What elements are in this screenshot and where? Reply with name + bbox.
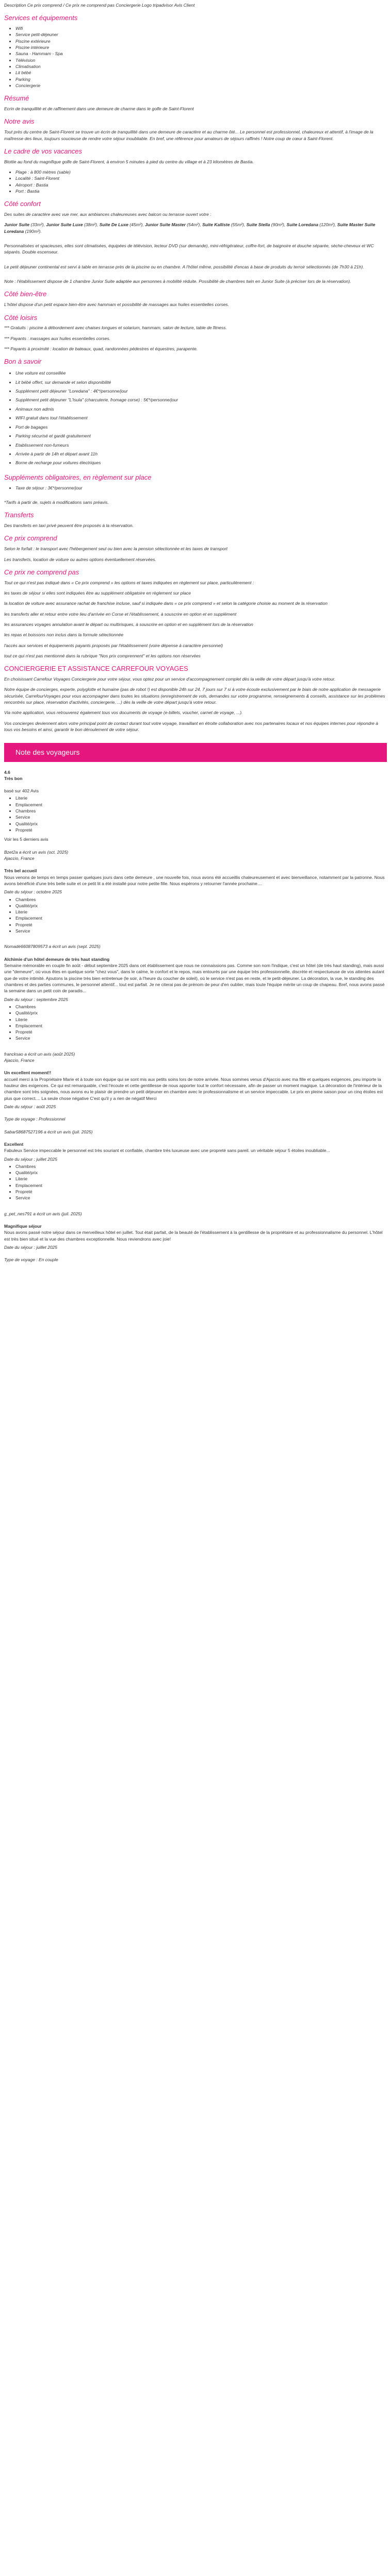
bon-savoir-item: • Lit bébé offert, sur demande et selon disponibilité (15, 378, 387, 387)
review-criteria (4, 795, 387, 833)
prix-ne-comprend-lines (4, 580, 387, 659)
review-author: Bzet2a a écrit un avis (oct. 2025) (4, 849, 69, 855)
bon-savoir-item: • Etablissement non-fumeurs (15, 441, 387, 450)
supplement-item: • Taxe de séjour : 3€*/personne/jour (15, 485, 387, 491)
prix-ne-comprend-line: les repas et boissons non inclus dans la formule sélectionnée (4, 632, 124, 638)
confort-intro: Des suites de caractère avec vue mer, aux ambiances chaleureuses avec balcon ou terrasse ouvert votre : (4, 212, 211, 217)
conciergerie-p3: Via notre application, vous retrouverez également tous vos documents de voyage (e-billets, voucher, carnet de voyage, ...). (4, 710, 243, 716)
review-title: Un excellent moment!! (4, 1070, 52, 1076)
bienetre-text: L'hôtel dispose d'un petit espace bien-être avec hammam et possibilité de massages aux huiles essentielles corses. (4, 302, 230, 308)
review-item (4, 849, 387, 944)
confort-perso: Personnalisées et spacieuses, elles sont climatisées, équipées de télévision, lecteur DVD (sur demande), mini-réfrigérateur, coffre-fort, de baignoire et douche séparée, sèche-cheveux et WC séparés. Double escenseur. (4, 243, 374, 255)
bon-savoir-title: Bon à savoir (4, 358, 42, 366)
service-item: • Conciergerie (15, 82, 387, 89)
review-item (4, 1051, 387, 1129)
conciergerie-title: CONCIERGERIE ET ASSISTANCE CARREFOUR VOYAGES (4, 665, 188, 673)
review-criteria-item: • Emplacement (15, 1182, 387, 1189)
review-item (4, 1129, 387, 1211)
prix-ne-comprend-title: Ce prix ne comprend pas (4, 568, 79, 576)
suite-name: Suite Loredana (286, 222, 318, 228)
transferts-title: Transferts (4, 511, 34, 519)
vacances-title: Le cadre de vos vacances (4, 147, 83, 155)
notre-avis-title: Notre avis (4, 117, 35, 126)
vacances-text: Blottie au fond du magnifique golfe de Saint-Florent, à environ 5 minutes à pied du centre du village et à 23 kilomètres de Bastia. (4, 159, 254, 164)
review-title: Magnifique séjour (4, 1224, 42, 1229)
criteria-item: • Service (15, 814, 387, 820)
review-trip-type: Type de voyage : En couple (4, 1257, 58, 1263)
reviews-section (4, 769, 387, 1269)
review-text: Fabuleux Service impeccable le personnel est très souriant et confiable, chambre très luxueuse avec une propreté sans pareil. un véritable séjour 5 étoiles inoubliable... (4, 1148, 330, 1154)
review-author: g_pet_nes791 a écrit un avis (juil. 2025) (4, 1211, 82, 1216)
criteria-item: • Literie (15, 795, 387, 801)
service-item: • Parking (15, 76, 387, 82)
review-criteria-list (4, 1004, 387, 1042)
review-date: Date du séjour : octobre 2025 (4, 889, 62, 895)
review-criteria-item: • Chambres (15, 1163, 387, 1170)
review-criteria-item: • Qualité/prix (15, 1170, 387, 1176)
review-score: 4.6 (4, 769, 10, 775)
prix-ne-comprend-line: les assurances voyages annulation avant le départ ou multirisques, à souscrire en option et en supplément lors de la réservation (4, 621, 253, 627)
service-item: • Wifi (15, 25, 387, 31)
review-date: Date du séjour : septembre 2025 (4, 996, 68, 1002)
conciergerie-p2: Notre équipe de concierges, experte, polyglotte et humaine (pas de robot !) est disponible 24h sur 24, 7 jours sur 7 si à votre écoute exclusivement par le biais de notre application de messagerie sécurisée, CarrefourVoyages pour vous accompagner dans toutes les situations (enregistrement de vols, demandes sur votre programme, renseignements & conseils, assistance sur les problèmes rencontrés sur place, réservation d'activités, conciergerie, ...) dès la veille de votre départ jusqu'à votre retour. (4, 687, 385, 705)
prix-comprend-line: Selon le forfait : le transport avec l'hébergement seul ou bien avec la pension sélectionnée et les taxes de transport (4, 546, 228, 552)
review-text: Nous avons passé notre séjour dans ce merveilleux hôtel en juillet. Tout était parfait, de la beauté de l'établissement à la gentillesse de la propriétaire et au professionnalisme du personnel. L'hôtel est très bien situé et la vue des chambres exceptionnelle. Nous reviendrons avec joie! (4, 1230, 383, 1242)
header-description: Description Ce prix comprend / Ce prix ne comprend pas Conciergerie Logo tripadvisor Avis Client (4, 3, 195, 8)
suites-line: Junior Suite (33m²), Junior Suite Luxe (38m²), Suite De Luxe (45m²), Junior Suite Master (54m²), Suite Kalliste (55m²), Suite Stella (90m²), Suite Loredana (120m²), Suite Master Suite Loredana (190m²). (4, 222, 376, 234)
services-title: Services et équipements (4, 14, 78, 22)
review-title: Alchimie d'un hôtel demeure de très haut standing (4, 956, 110, 962)
bon-savoir-item: • Supplément petit déjeuner "L'Isula" (charcuterie, fromage corse) : 5€*/personne/jour (15, 396, 387, 404)
prix-ne-comprend-line: Tout ce qui n'est pas indiqué dans « Ce prix comprend » les options et taxes indiquées en règlement sur place, particulièrement : (4, 580, 254, 585)
suite-name: Suite Kalliste (202, 222, 230, 228)
review-criteria-item: • Chambres (15, 1004, 387, 1010)
loisirs-proximite: *** Payants à proximité : location de bateaux, quad, randonnées pédestres et équestres, parapente. (4, 346, 198, 351)
review-criteria-item: • Literie (15, 909, 387, 915)
review-item (4, 1211, 387, 1269)
review-criteria-list (4, 896, 387, 935)
conciergerie-p1: En choisissant Carrefour Voyages Conciergerie pour votre séjour, vous optez pour un service d'accompagnement complet dès la veille de votre départ jusqu'à votre retour. (4, 676, 336, 682)
review-subtitle[interactable]: Voir les 5 derniers avis (4, 837, 48, 842)
criteria-item: • Propreté (15, 827, 387, 833)
review-score-label: Très bon (4, 775, 23, 781)
bon-savoir-item: • Arrivée à partir de 14h et départ avant 11h (15, 450, 387, 459)
suite-name: Suite De Luxe (99, 222, 128, 228)
review-criteria-item: • Emplacement (15, 915, 387, 921)
review-origin: Ajaccio, France (4, 1058, 35, 1063)
suite-name: Suite Master Suite Loredana (4, 222, 376, 234)
review-criteria-item: • Service (15, 928, 387, 934)
service-item: • Piscine extérieure (15, 38, 387, 44)
bon-savoir-item: • Animaux non admis (15, 405, 387, 414)
review-criteria-item: • Literie (15, 1176, 387, 1182)
review-origin: Ajaccio, France (4, 855, 35, 861)
bon-savoir-item: • Parking sécurisé et gardé gratuitement (15, 432, 387, 440)
review-text: Nous venons de temps en temps passer quelques jours dans cette demeure , une nouvelle fois, nous avons été accueillis chaleureusement et avec bienveillance, notamment par la patronne. Nous avons bénéficié d'une très belle suite et ce petit lit a été installé pour notre petite fille. Nous espérons y retourner l'année prochaine.... (4, 874, 385, 886)
loisirs-gratuits: *** Gratuits : piscine à débordement avec chaises longues et solarium, hammam, salon de lecture, table de fitness. (4, 325, 227, 331)
review-list (4, 849, 387, 1269)
review-item (4, 943, 387, 1050)
services-list (4, 25, 387, 89)
notre-avis-text: Tout près du centre de Saint-Florent se trouve un écrin de tranquillité dans une demeure de caractère et au charme ôté... Le personnel est professionnel, chaleureux et attentif, à l'image de la maîtresse des lieux, toujours soucieuse de rendre votre séjour inoubliable. En bref, une référence pour amateurs de séjours raffinés ! Notre coup de cœur à Saint-Florent. (4, 129, 373, 141)
loisirs-title: Côté loisirs (4, 313, 38, 321)
vacances-item: • Plage : à 800 mètres (sable) (15, 169, 387, 175)
review-criteria-item: • Propreté (15, 1029, 387, 1035)
review-criteria-item: • Propreté (15, 1189, 387, 1195)
criteria-item: • Emplacement (15, 802, 387, 808)
prix-comprend-line: Les transferts, location de voiture ou autres options éventuellement réservées. (4, 556, 156, 562)
prix-comprend-title: Ce prix comprend (4, 534, 57, 543)
service-item: • Service petit-déjeuner (15, 31, 387, 38)
service-item: • Climatisation (15, 63, 387, 70)
review-text: Semaine mémorable en couple fin août - début septembre 2025 dans cet établissement que nous ne connaissions pas. Comme son nom l'indique, c'est un hôtel (de très haut standing), mais aussi une "demeure", où vous êtes en quelque sorte "chez vous", dans le calme, le confort et le repos, mais entourés par une équipe très professionnelle, discrète et respectueuse de vos attentes autant que de votre intimité. Ajoutons la piscine très bien entretenue (le soir, à l'heure du coucher de soleil), où le service n'est pas en reste, et le petit-déjeuner. La décoration, la vue, le standing des chambres et des parties communes, le personnel attentif... tout est parfait. Je ne citerai pas de prénom de peur d'en oublier, mais toute l'équipe mérite un coup de chapeau. Bref, nous avons passé la semaine dans un petit coin de paradis... (4, 963, 385, 994)
supplements-note: *Tarifs à partir de, sujets à modifications sans préavis. (4, 499, 109, 505)
prix-ne-comprend-line: les taxes de séjour si elles sont indiquées être au supplément obligatoire en règlement sur place (4, 590, 191, 596)
prix-comprend-lines (4, 546, 387, 563)
vacances-item: • Port : Bastia (15, 188, 387, 194)
review-based-on: basé sur 402 Avis (4, 788, 39, 794)
supplements-title: Suppléments obligatoires, en règlement sur place (4, 473, 152, 481)
confort-title: Côté confort (4, 200, 41, 208)
bon-savoir-item: • Supplément petit déjeuner "Loredana" : 4€*/personne/jour (15, 387, 387, 396)
bon-savoir-item: • Une voiture est conseillée (15, 369, 387, 378)
prix-ne-comprend-line: les transferts aller et retour entre votre lieu d'arrivée en Corse et l'établissement, à souscrire en option et en supplément (4, 611, 237, 617)
review-criteria-list (4, 1163, 387, 1201)
criteria-item: • Qualité/prix (15, 821, 387, 827)
transferts-text: Des transferts en taxi privé peuvent être proposés à la réservation. (4, 523, 134, 529)
resume-text: Ecrin de tranquillité et de raffinement dans une demeure de charme dans le golfe de Saint-Florent (4, 106, 194, 112)
suite-name: Junior Suite Master (145, 222, 186, 228)
loisirs-payants: *** Payants : massages aux huiles essentielles corses. (4, 335, 110, 341)
vacances-list (4, 169, 387, 194)
review-date: Date du séjour : août 2025 (4, 1104, 56, 1109)
bon-savoir-item: • Borne de recharge pour voitures électriques (15, 459, 387, 467)
criteria-item: • Chambres (15, 808, 387, 814)
review-criteria-item: • Literie (15, 1016, 387, 1023)
conciergerie-p4: Vos concierges deviennent alors votre principal point de contact durant tout votre voyage, travaillant en étroite collaboration avec nos partenaires locaux et nos équipes internes pour répondre à tous vos besoins et ainsi, garantir le bon déroulement de votre séjour. (4, 720, 378, 732)
reviews-band (4, 743, 387, 761)
review-author: Nomadé66087809573 a écrit un avis (sept. 2025) (4, 944, 101, 950)
vacances-item: • Aéroport : Bastia (15, 182, 387, 188)
bon-savoir-list (4, 369, 387, 468)
review-criteria-item: • Qualité/prix (15, 903, 387, 909)
reviews-band-title: Note des voyageurs (15, 748, 80, 757)
prix-ne-comprend-line: la location de voiture avec assurance rachat de franchise incluse, sauf si indiquée dans « ce prix comprend » et selon la catégorie choisie au moment de la réservation (4, 601, 328, 606)
review-title: Excellent (4, 1141, 24, 1147)
service-item: • Piscine intérieure (15, 44, 387, 50)
service-item: • Sauna - Hammam - Spa (15, 50, 387, 57)
review-author: Sabar58687527196 a écrit un avis (juil. 2025) (4, 1129, 93, 1134)
review-criteria-item: • Chambres (15, 896, 387, 903)
service-item: • Lit bébé (15, 70, 387, 76)
suite-name: Junior Suite Luxe (46, 222, 83, 228)
bon-savoir-item: • WIFI gratuit dans tout l'établissement (15, 414, 387, 422)
review-date: Date du séjour : juillet 2025 (4, 1156, 58, 1162)
prix-ne-comprend-line: tout ce qui n'est pas mentionné dans la rubrique "Nos prix comprennent" et les options non réservées (4, 653, 201, 658)
review-criteria-item: • Propreté (15, 922, 387, 928)
review-date: Date du séjour : juillet 2025 (4, 1244, 58, 1250)
service-item: • Télévision (15, 57, 387, 63)
review-criteria-item: • Qualité/prix (15, 1010, 387, 1016)
bon-savoir-item: • Port de bagages (15, 423, 387, 432)
vacances-item: • Localité : Saint-Florent (15, 175, 387, 181)
review-criteria-item: • Emplacement (15, 1023, 387, 1029)
suite-name: Junior Suite (4, 222, 30, 228)
review-author: francksao a écrit un avis (août 2025) (4, 1051, 75, 1057)
page (0, 0, 391, 1269)
supplements-list (4, 485, 387, 491)
review-trip-type: Type de voyage : Professionnel (4, 1116, 66, 1122)
bienetre-title: Côté bien-être (4, 290, 47, 298)
review-criteria-item: • Service (15, 1195, 387, 1201)
review-criteria-item: • Service (15, 1035, 387, 1041)
confort-petitdej: Le petit déjeuner continental est servi à table en terrasse près de la piscine ou en chambre. A l'hôtel même, possibilité d'encas à base de produits du terroir sélectionnés (de 7h30 à 21h). (4, 264, 364, 269)
confort-note: Note : l'établissement dispose de 1 chambre Junior Suite adaptée aux personnes à mobilité réduite. Possibilité de chambres twin en Junior Suite (à préciser lors de la réservation). (4, 279, 351, 284)
suite-name: Suite Stella (246, 222, 270, 228)
resume-title: Résumé (4, 94, 29, 103)
prix-ne-comprend-line: l'accès aux services et équipements payants proposés par l'établissement (voire dépense à caractère personnel) (4, 642, 223, 648)
review-text: accueil merci à la Propriétaire Marie et à toute son équipe qui se sont mis aux petits soins lors de notre arrivée. Nous sommes venus d'Ajaccio avec ma fille et quelques exigences, peu importe la hauteur des exigences. Ce qui est remarquable, c'est l'écoute et cette gentillesse de nous apporter tout le confort nécessaire, afin de passer un moment magique. La décoration de l'intérieur de la chambre sont très soignées, nous avons eu le plaisir de prendre un petit déjeuner en chambre avec le professionnalisme et un service impeccable. Le prix en pleine saison pour un cinq étoiles est plus que correct.... La seule chose négative C'est qu'il y a rien de négatif Merci (4, 1076, 383, 1101)
review-title: Très bel accueil (4, 868, 37, 874)
